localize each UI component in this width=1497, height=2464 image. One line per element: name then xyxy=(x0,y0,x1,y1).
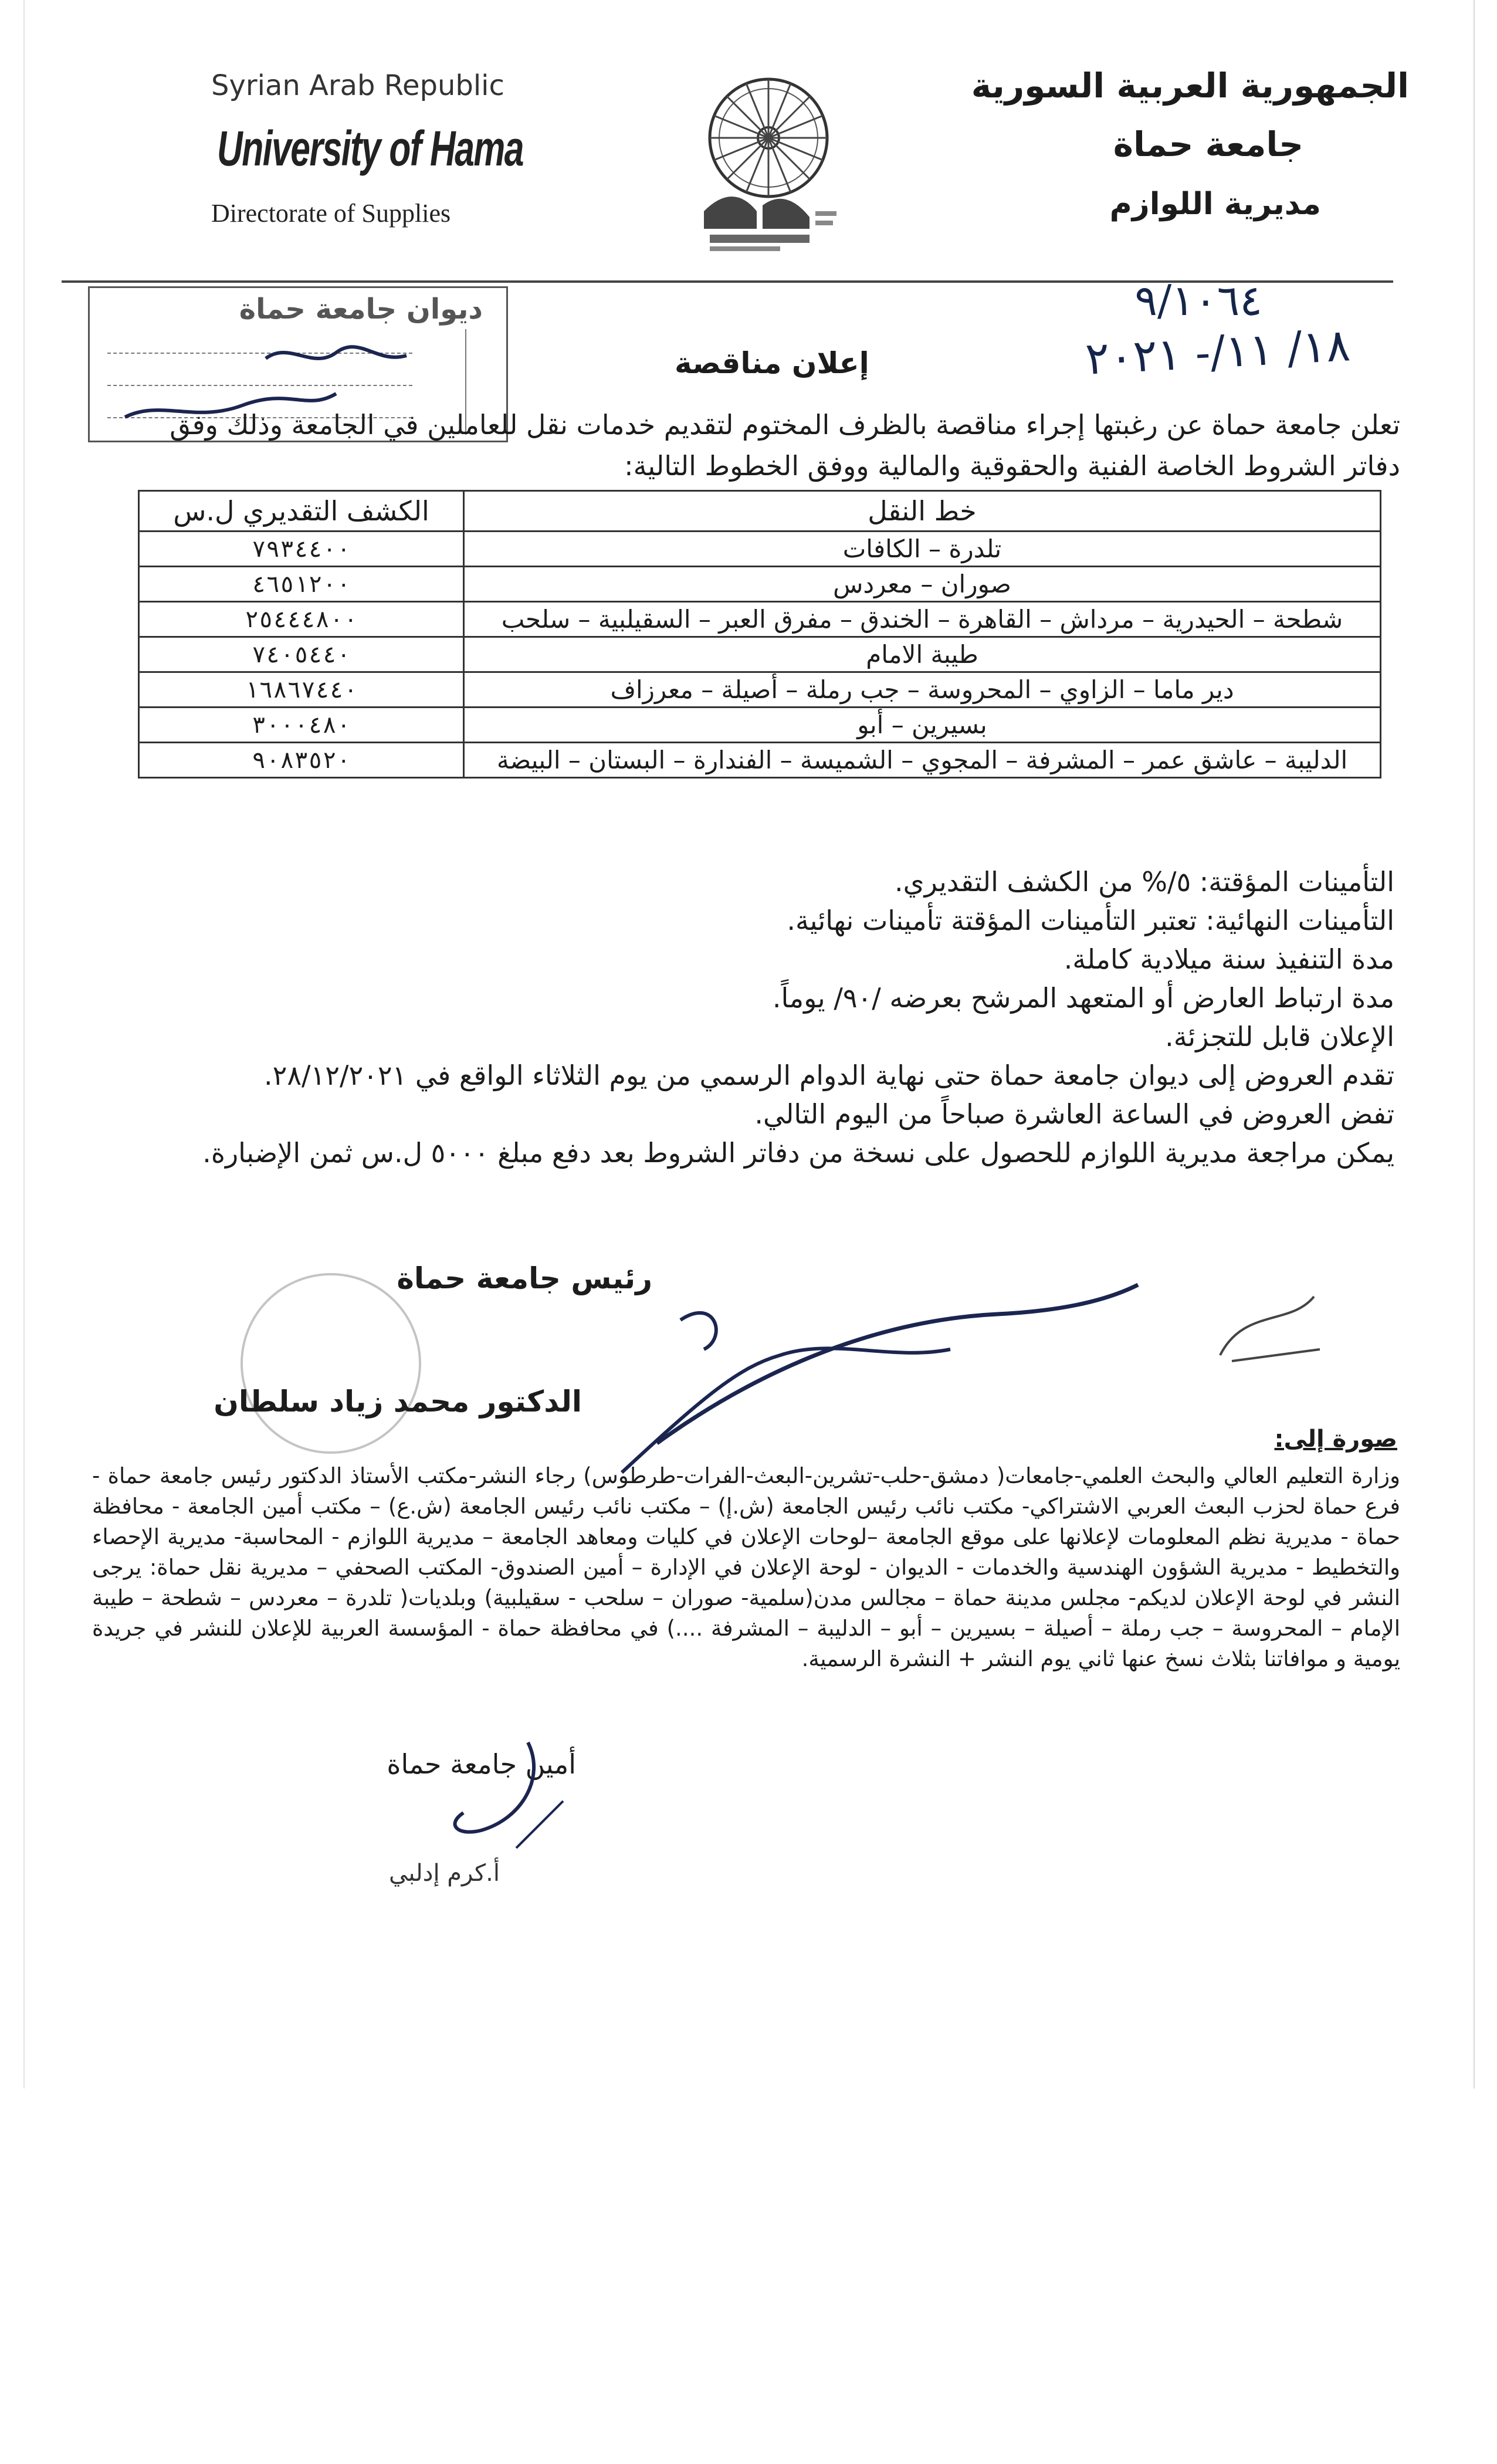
header-directorate-en: Directorate of Supplies xyxy=(211,199,451,228)
university-logo xyxy=(692,70,845,258)
route-cell: الدليبة – عاشق عمر – المشرفة – المجوي – الشميسة – الفندارة – البستان – البيضة xyxy=(464,743,1381,778)
copies-body: وزارة التعليم العالي والبحث العلمي-جامعات( دمشق-حلب-تشرين-البعث-الفرات-طرطوس) رجاء النشر-مكتب الأستاذ الدكتور رئيس جامعة حماة - فرع حماة لحزب البعث العربي الاشتراكي- مكتب نائب رئيس الجامعة (ش.إ) – مكتب نائب رئيس الجامعة (ش.ع) – مكتب أمين الجامعة - محافظة حماة - مديرية نظم المعلومات لإعلانها على موقع الجامعة –لوحات الإعلان في كليات ومعاهد الجامعة – مديرية اللوازم - المحاسبة- مديرية الإحصاء والتخطيط - مديرية الشؤون الهندسية والخدمات - الديوان - لوحة الإعلان في الإدارة – أمين الصندوق- المكتب الصحفي – مديرية نقل حماة: يرجى النشر في لوحة الإعلان لديكم- مجلس مدينة حماة – مجالس مدن(سلمية- صوران – سلحب - سقيلبية) وبلديات( تلدرة – معردس – شطحة – طيبة الإمام – المحروسة – جب رملة – أصيلة – بسيرين – أبو – الدليبة – المشرفة ....) في محافظة حماة - المؤسسة العربية للإعلان للنشر في جريدة يومية و موافاتنا بثلاث نسخ عنها ثاني يوم النشر + النشرة الرسمية. xyxy=(92,1463,1400,1671)
announcement-title: إعلان مناقصة xyxy=(675,346,869,380)
route-cell: دير ماما – الزاوي – المحروسة – جب رملة – أصيلة – معرزاف xyxy=(464,672,1381,708)
cost-cell: ٩٠٨٣٥٢٠ xyxy=(139,743,464,778)
condition-item: التأمينات المؤقتة: ٥/% من الكشف التقديري. xyxy=(894,866,1394,898)
route-cell: صوران – معردس xyxy=(464,567,1381,602)
condition-item: مدة ارتباط العارض أو المتعهد المرشح بعرضه /٩٠/ يوماً. xyxy=(772,982,1394,1014)
table-row xyxy=(139,637,1381,672)
routes-table xyxy=(138,490,1381,779)
announcement-intro-line-2: دفاتر الشروط الخاصة الفنية والحقوقية والمالية ووفق الخطوط التالية: xyxy=(624,450,1400,482)
condition-item: مدة التنفيذ سنة ميلادية كاملة. xyxy=(1064,943,1394,975)
header-country-ar: الجمهورية العربية السورية xyxy=(971,66,1409,106)
header-route: خط النقل xyxy=(464,491,1381,532)
president-name: الدكتور محمد زياد سلطان xyxy=(214,1385,582,1419)
president-signature xyxy=(587,1250,1349,1484)
treasurer-name: أ.كرم إدلبي xyxy=(389,1860,500,1887)
reference-number: ٩/١٠٦٤ xyxy=(1134,276,1262,325)
condition-item: يمكن مراجعة مديرية اللوازم للحصول على نسخة من دفاتر الشروط بعد دفع مبلغ ٥٠٠٠ ل.س ثمن الإضبارة. xyxy=(202,1137,1394,1169)
table-row xyxy=(139,708,1381,743)
header-university-ar: جامعة حماة xyxy=(1113,124,1303,164)
condition-item: التأمينات النهائية: تعتبر التأمينات المؤقتة تأمينات نهائية. xyxy=(787,905,1394,936)
treasurer-signature xyxy=(411,1731,622,1871)
cost-cell: ٢٥٤٤٤٨٠٠ xyxy=(139,602,464,637)
route-cell: طيبة الامام xyxy=(464,637,1381,672)
table-row xyxy=(139,672,1381,708)
treasurer-title: أمين جامعة حماة xyxy=(387,1748,576,1780)
header-university-en: University of Hama xyxy=(217,121,523,176)
table-row xyxy=(139,743,1381,778)
announcement-intro-line-1: تعلن جامعة حماة عن رغبتها إجراء مناقصة بالظرف المختوم لتقديم خدمات نقل للعاملين في الجامعة وذلك وفق xyxy=(170,409,1400,441)
conditions-list xyxy=(92,862,1394,1172)
table-row xyxy=(139,602,1381,637)
condition-item: الإعلان قابل للتجزئة. xyxy=(1165,1021,1394,1052)
route-cell: بسيرين – أبو xyxy=(464,708,1381,743)
condition-item: تفض العروض في الساعة العاشرة صباحاً من اليوم التالي. xyxy=(754,1098,1394,1130)
cost-cell: ٧٤٠٥٤٤٠ xyxy=(139,637,464,672)
header-cost: الكشف التقديري ل.س xyxy=(139,491,464,532)
header-directorate-ar: مديرية اللوازم xyxy=(1109,187,1321,222)
cost-cell: ٤٦٥١٢٠٠ xyxy=(139,567,464,602)
header-country-en: Syrian Arab Republic xyxy=(211,69,504,102)
route-cell: تلدرة – الكافات xyxy=(464,532,1381,567)
route-cell: شطحة – الحيدرية – مرداش – القاهرة – الخندق – مفرق العبر – السقيلبية – سلحب xyxy=(464,602,1381,637)
table-row xyxy=(139,532,1381,567)
cost-cell: ٣٠٠٠٤٨٠ xyxy=(139,708,464,743)
condition-item: تقدم العروض إلى ديوان جامعة حماة حتى نهاية الدوام الرسمي من يوم الثلاثاء الواقع في ٢٨/١٢/٢٠٢١. xyxy=(264,1060,1394,1091)
reference-date: ١٨/ ١١/- ٢٠٢١ xyxy=(1084,319,1352,385)
stamp-title: ديوان جامعة حماة xyxy=(239,293,483,326)
cost-cell: ٧٩٣٤٤٠٠ xyxy=(139,532,464,567)
copies-heading: صورة إلى: xyxy=(1274,1426,1397,1453)
official-round-stamp xyxy=(241,1273,421,1454)
cost-cell: ١٦٨٦٧٤٤٠ xyxy=(139,672,464,708)
routes-table-header xyxy=(139,491,1381,532)
president-title: رئيس جامعة حماة xyxy=(397,1261,652,1295)
table-row xyxy=(139,567,1381,602)
